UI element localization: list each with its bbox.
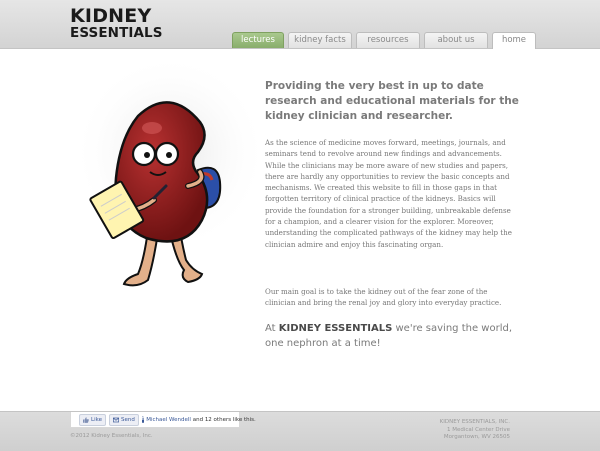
address-company: KIDNEY ESSENTIALS, INC. (439, 419, 510, 425)
tagline-brand: KIDNEY ESSENTIALS (278, 323, 393, 334)
facebook-send-button[interactable] (109, 414, 139, 426)
site-logo[interactable] (70, 7, 163, 41)
goal-paragraph: Our main goal is to take the kidney out of the fear zone of the clinician and bring the renal joy and glory into everyday practice. (265, 287, 502, 308)
like-count-text: and 12 others like this. (190, 416, 256, 423)
facebook-icon: f (141, 416, 145, 422)
address-street: 1 Medical Center Drive (447, 426, 510, 433)
facebook-like-button[interactable] (79, 414, 106, 426)
liker-name-link[interactable]: Michael Wendell (146, 416, 191, 423)
like-summary (146, 417, 256, 423)
tagline-suffix: we're saving the world, one nephron at a time! (265, 323, 512, 349)
company-address (440, 419, 510, 442)
kidney-mascot-illustration (70, 58, 270, 298)
main-nav (232, 32, 540, 49)
logo-line-1: KIDNEY (70, 5, 152, 27)
site-header (0, 0, 600, 49)
thumbs-up-icon (83, 417, 89, 423)
tab-kidney-facts[interactable]: kidney facts (288, 32, 352, 48)
envelope-icon (113, 417, 119, 423)
copyright-text: ©2012 Kidney Essentials, Inc. (70, 433, 153, 439)
tagline-prefix: At (265, 323, 279, 334)
tab-about-us[interactable]: about us (424, 32, 488, 48)
tab-resources[interactable]: resources (356, 32, 420, 48)
tagline (265, 321, 525, 351)
address-city: Morgantown, WV 26505 (443, 434, 510, 440)
tab-lectures[interactable]: lectures (232, 32, 284, 48)
page-headline: Providing the very best in up to date research and educational materials for the kidney clinician and researcher. (265, 80, 519, 122)
like-label: Like (91, 416, 102, 423)
tab-home[interactable]: home (492, 32, 536, 49)
intro-paragraph: As the science of medicine moves forward, meetings, journals, and seminars tend to revolve around new findings and advancements. While the clinicians may be more aware of new studies and papers, there are hardly any opportunities to review the basic concepts and mechanisms. We created this website to fill in those gaps in that forgotten territory of clinical practice of the kidneys. Basics will provide the foundation for a stronger building, unbreakable defense for a champion, and a clearer vision for the explorer. Moreover, understanding the complicated pathways of the kidney may help the clinician admire and enjoy this fascinating organ. (265, 138, 512, 249)
facebook-like-box (70, 412, 256, 428)
logo-line-2: ESSENTIALS (70, 25, 163, 41)
send-label: Send (120, 416, 135, 423)
